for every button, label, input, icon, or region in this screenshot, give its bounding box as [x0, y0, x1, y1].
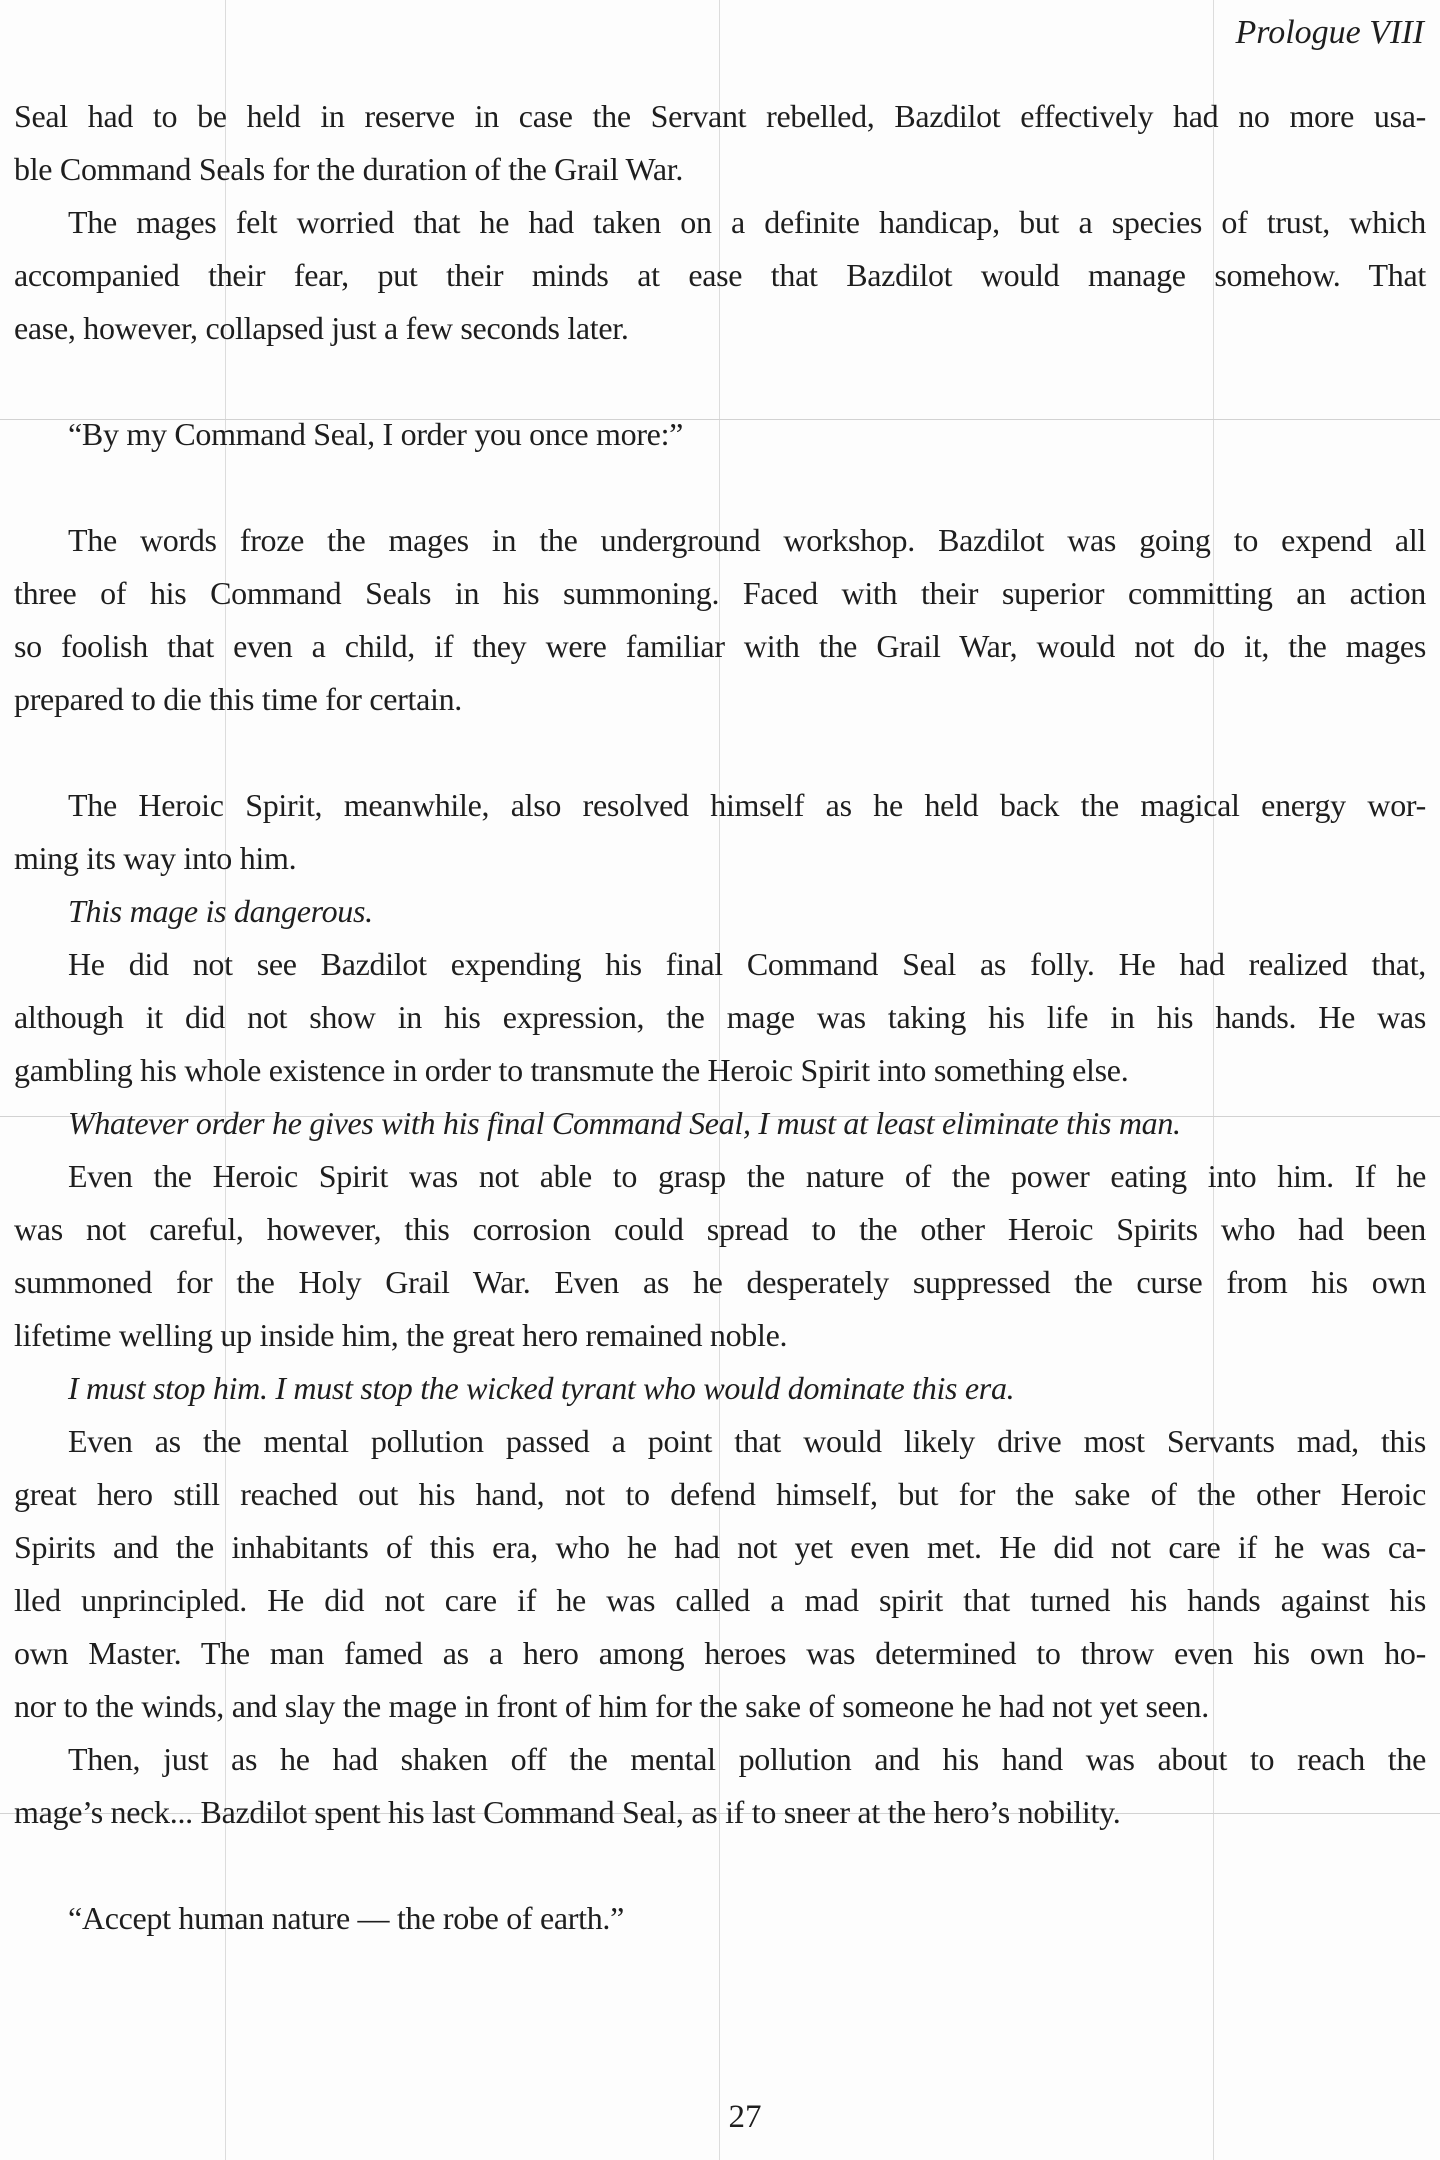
text-line: nor to the winds, and slay the mage in front of him for the sake of someone he had not yet seen.	[14, 1688, 1209, 1724]
text-line: was not careful, however, this corrosion could spread to the other Heroic Spirits who had been	[14, 1211, 1426, 1247]
text-line: Seal had to be held in reserve in case the Servant rebelled, Bazdilot effectively had no more usa-	[14, 98, 1426, 134]
paragraph	[14, 514, 1426, 726]
paragraph	[14, 1415, 1426, 1733]
text-line: prepared to die this time for certain.	[14, 681, 462, 717]
paragraph	[14, 90, 1426, 196]
body-text	[14, 90, 1426, 1945]
text-line: great hero still reached out his hand, not to defend himself, but for the sake of the other Heroic	[14, 1476, 1426, 1512]
thought-line: This mage is dangerous.	[68, 893, 373, 929]
paragraph	[14, 885, 1426, 938]
text-line: gambling his whole existence in order to transmute the Heroic Spirit into something else.	[14, 1052, 1129, 1088]
text-line: three of his Command Seals in his summoning. Faced with their superior committing an action	[14, 575, 1426, 611]
paragraph	[14, 1097, 1426, 1150]
text-line: although it did not show in his expression, the mage was taking his life in his hands. He was	[14, 999, 1426, 1035]
paragraph	[14, 779, 1426, 885]
blank-line	[14, 461, 1426, 514]
text-line: lifetime welling up inside him, the great hero remained noble.	[14, 1317, 788, 1353]
text-line: Spirits and the inhabitants of this era, who he had not yet even met. He did not care if he was ca-	[14, 1529, 1426, 1565]
text-line: He did not see Bazdilot expending his final Command Seal as folly. He had realized that,	[68, 946, 1426, 982]
page-content	[14, 6, 1426, 1945]
text-line: The mages felt worried that he had taken on a definite handicap, but a species of trust, which	[68, 204, 1426, 240]
text-line: lled unprincipled. He did not care if he was called a mad spirit that turned his hands against his	[14, 1582, 1426, 1618]
dialogue-line: “Accept human nature — the robe of earth.”	[68, 1900, 625, 1936]
paragraph	[14, 408, 1426, 461]
text-line: own Master. The man famed as a hero among heroes was determined to throw even his own ho-	[14, 1635, 1426, 1671]
text-line: Even the Heroic Spirit was not able to grasp the nature of the power eating into him. If he	[68, 1158, 1426, 1194]
paragraph	[14, 1733, 1426, 1839]
paragraph	[14, 196, 1426, 355]
thought-line: I must stop him. I must stop the wicked tyrant who would dominate this era.	[68, 1370, 1015, 1406]
blank-line	[14, 1839, 1426, 1892]
paragraph	[14, 1362, 1426, 1415]
page-number: 27	[728, 2099, 762, 2135]
text-line: ble Command Seals for the duration of the Grail War.	[14, 151, 684, 187]
text-line: Then, just as he had shaken off the mental pollution and his hand was about to reach the	[68, 1741, 1426, 1777]
running-header: Prologue VIII	[1235, 14, 1424, 51]
text-line: ming its way into him.	[14, 840, 297, 876]
dialogue-line: “By my Command Seal, I order you once more:”	[68, 416, 684, 452]
blank-line	[14, 726, 1426, 779]
text-line: ease, however, collapsed just a few seconds later.	[14, 310, 629, 346]
text-line: so foolish that even a child, if they were familiar with the Grail War, would not do it, the mages	[14, 628, 1426, 664]
text-line: accompanied their fear, put their minds at ease that Bazdilot would manage somehow. That	[14, 257, 1426, 293]
text-line: The Heroic Spirit, meanwhile, also resolved himself as he held back the magical energy wor-	[68, 787, 1426, 823]
text-line: Even as the mental pollution passed a point that would likely drive most Servants mad, this	[68, 1423, 1426, 1459]
text-line: mage’s neck... Bazdilot spent his last Command Seal, as if to sneer at the hero’s nobility.	[14, 1794, 1121, 1830]
paragraph	[14, 1892, 1426, 1945]
text-line: summoned for the Holy Grail War. Even as he desperately suppressed the curse from his own	[14, 1264, 1426, 1300]
paragraph	[14, 1150, 1426, 1362]
text-line: The words froze the mages in the underground workshop. Bazdilot was going to expend all	[68, 522, 1426, 558]
blank-line	[14, 355, 1426, 408]
paragraph	[14, 938, 1426, 1097]
thought-line: Whatever order he gives with his final Command Seal, I must at least eliminate this man.	[68, 1105, 1181, 1141]
